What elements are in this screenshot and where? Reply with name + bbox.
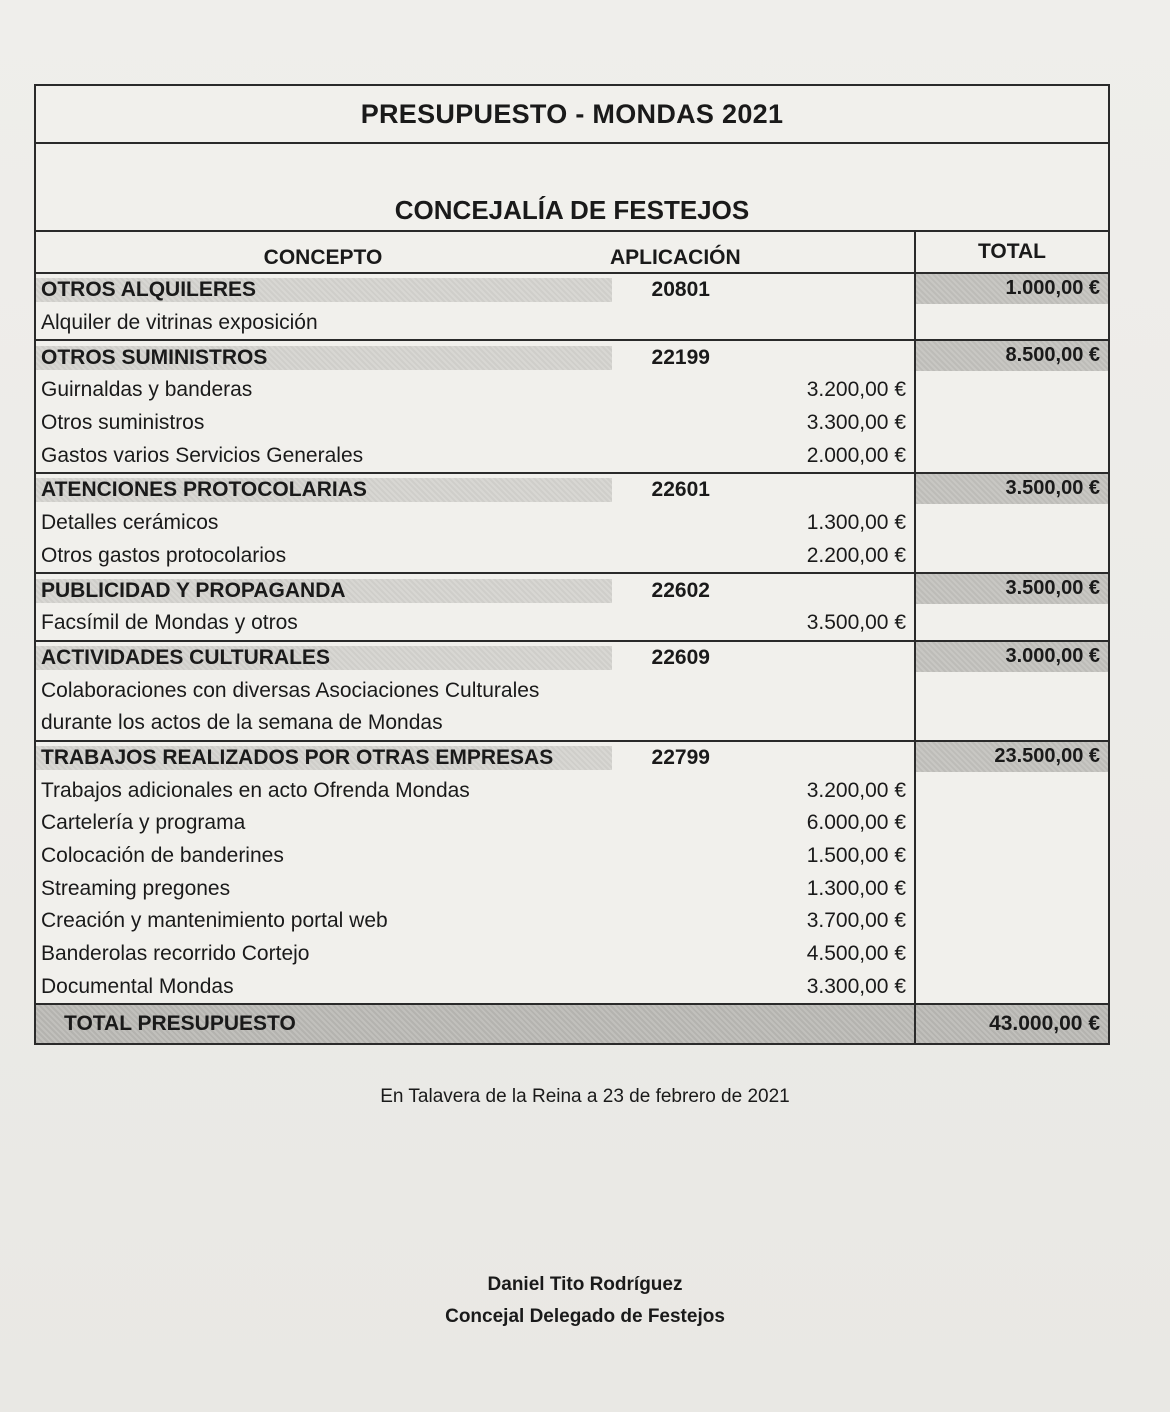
group-total: 23.500,00 € [916,742,1108,772]
group-total: 3.500,00 € [916,474,1108,504]
table-row [36,970,914,1003]
budget-group [36,574,1108,641]
group-code: 22799 [651,745,710,769]
group-code: 22199 [651,345,710,369]
group-code: 22602 [651,578,710,602]
item-name: Detalles cerámicos [41,511,219,535]
item-amount: 3.700,00 € [806,909,906,933]
table-row [36,674,914,707]
item-name: durante los actos de la semana de Mondas [41,711,443,735]
item-amount: 2.200,00 € [806,543,906,567]
item-amount: 3.200,00 € [806,778,906,802]
item-name: Otros suministros [41,411,205,435]
item-amount: 3.500,00 € [806,611,906,635]
table-row [36,707,914,740]
group-name: PUBLICIDAD Y PROPAGANDA [36,579,612,603]
group-name: ATENCIONES PROTOCOLARIAS [36,478,612,502]
item-name: Creación y mantenimiento portal web [41,909,388,933]
group-name: OTROS SUMINISTROS [36,346,612,370]
group-header-row [36,274,914,307]
item-name: Trabajos adicionales en acto Ofrenda Mondas [41,778,470,802]
document-title: PRESUPUESTO - MONDAS 2021 [36,86,1108,144]
department-title: CONCEJALÍA DE FESTEJOS [36,144,1108,232]
column-header-aplicacion: APLICACIÓN [610,246,741,269]
item-amount: 3.200,00 € [806,378,906,402]
table-row [36,774,914,807]
grand-total-value: 43.000,00 € [914,1005,1108,1043]
table-row [36,540,914,573]
item-name: Cartelería y programa [41,811,246,835]
item-name: Alquiler de vitrinas exposición [41,311,318,335]
table-row [36,938,914,971]
column-header-concepto: CONCEPTO [263,246,383,269]
item-amount: 1.300,00 € [806,511,906,535]
signer-name: Daniel Tito Rodríguez [487,1274,683,1295]
item-name: Facsímil de Mondas y otros [41,611,298,635]
group-header-row [36,742,914,775]
group-code: 22601 [651,478,710,502]
group-total: 8.500,00 € [916,341,1108,371]
item-amount: 6.000,00 € [806,811,906,835]
signer-role: Concejal Delegado de Festejos [445,1306,725,1327]
table-row [36,807,914,840]
table-header [36,232,1108,274]
group-header-row [36,341,914,374]
item-amount: 4.500,00 € [806,942,906,966]
budget-group [36,642,1108,742]
table-row [36,439,914,472]
group-total: 1.000,00 € [916,274,1108,304]
budget-group [36,474,1108,574]
grand-total-row [36,1005,1108,1043]
table-row [36,374,914,407]
budget-group [36,274,1108,341]
table-row [36,407,914,440]
table-row [36,840,914,873]
item-name: Documental Mondas [41,974,234,998]
column-header-total: TOTAL [914,232,1108,272]
item-name: Banderolas recorrido Cortejo [41,942,310,966]
item-amount: 3.300,00 € [806,411,906,435]
group-header-row [36,474,914,507]
group-header-row [36,574,914,607]
group-name: OTROS ALQUILERES [36,278,612,302]
table-row [36,905,914,938]
item-name: Colocación de banderines [41,844,284,868]
table-row [36,872,914,905]
item-name: Otros gastos protocolarios [41,543,287,567]
group-code: 22609 [651,645,710,669]
item-amount: 2.000,00 € [806,443,906,467]
item-amount: 1.300,00 € [806,876,906,900]
item-name: Colaboraciones con diversas Asociaciones Culturales [41,678,540,702]
budget-group [36,742,1108,1006]
group-total: 3.500,00 € [916,574,1108,604]
table-row [36,607,914,640]
item-name: Gastos varios Servicios Generales [41,443,364,467]
item-amount: 3.300,00 € [806,974,906,998]
group-name: ACTIVIDADES CULTURALES [36,646,612,670]
group-total: 3.000,00 € [916,642,1108,672]
item-amount: 1.500,00 € [806,844,906,868]
item-name: Streaming pregones [41,876,231,900]
grand-total-label: TOTAL PRESUPUESTO [64,1012,296,1036]
budget-group [36,341,1108,474]
item-name: Guirnaldas y banderas [41,378,253,402]
table-row [36,507,914,540]
date-line: En Talavera de la Reina a 23 de febrero de 2021 [380,1086,790,1107]
table-row [36,307,914,340]
group-name: TRABAJOS REALIZADOS POR OTRAS EMPRESAS [36,746,612,770]
group-code: 20801 [651,278,710,302]
budget-table [34,84,1110,1045]
group-header-row [36,642,914,675]
